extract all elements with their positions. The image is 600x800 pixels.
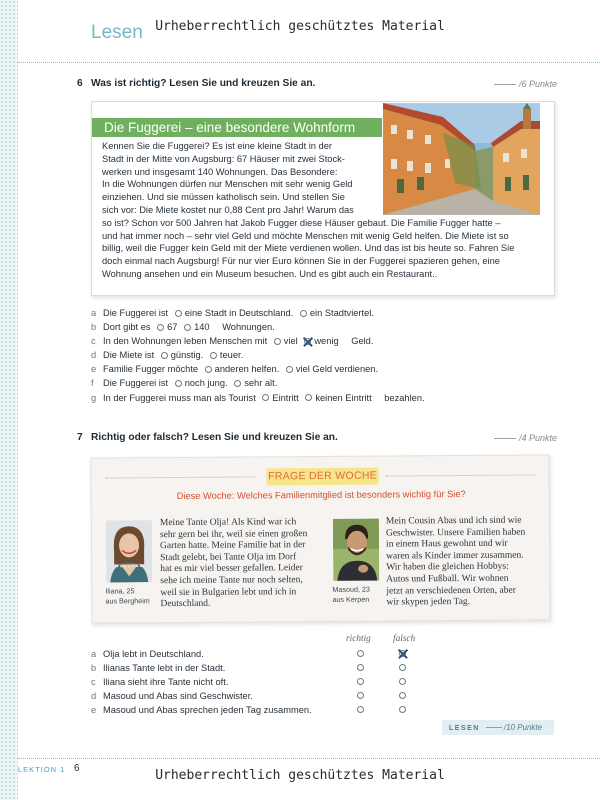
option-radio[interactable] <box>305 394 312 401</box>
statement-line: Autos und Fußball. Wir wohnen <box>386 573 509 585</box>
exercise-7-statements <box>91 647 421 717</box>
points-blank[interactable] <box>494 438 516 439</box>
caption-line: aus Kerpen <box>332 594 370 604</box>
statement-line: Deutschland. <box>160 598 211 610</box>
richtig-radio[interactable] <box>357 678 364 685</box>
exercise-7-heading <box>77 432 338 443</box>
option-radio-checked[interactable] <box>304 338 311 345</box>
falsch-radio-checked[interactable] <box>399 650 406 657</box>
option-radio[interactable] <box>262 394 269 401</box>
question-stem: Die Miete ist <box>103 350 155 361</box>
tf-row <box>91 675 421 689</box>
statement-line: Stadt gelebt, bei Tante Olja im Dorf <box>160 551 297 563</box>
option-label: keinen Eintritt <box>315 392 372 403</box>
article-line: werken und insgesamt 140 Wohnungen. Das Besondere: <box>102 166 338 177</box>
option-radio[interactable] <box>205 366 212 373</box>
option-label: Eintritt <box>272 392 299 403</box>
statement-line: wir skypen jeden Tag. <box>386 597 471 608</box>
statement-line: Garten hatte. Meine Familie hat in der <box>160 540 306 552</box>
tf-row <box>91 703 421 717</box>
masoud-photo <box>333 519 379 581</box>
bottom-divider <box>18 758 600 759</box>
statement-line: sehe ich meine Tante nur noch selten, <box>160 575 303 587</box>
option-radio[interactable] <box>274 338 281 345</box>
question-stem: Familie Fugger möchte <box>103 364 199 375</box>
article-line: Kennen Sie die Fuggerei? Es ist eine kleine Stadt in der <box>102 141 332 151</box>
top-divider <box>18 62 600 63</box>
article-line: und hat immer noch – sehr viel Geld und möchte Menschen mit wenig Geld helfen. Die Miete ist so <box>102 230 509 241</box>
score-points: /10 Punkte <box>503 723 543 732</box>
question-stem: In den Wohnungen leben Menschen mit <box>103 336 268 347</box>
question-tail: bezahlen. <box>384 392 425 403</box>
tf-text: Iliana sieht ihre Tante nicht oft. <box>103 677 229 688</box>
points-label: /4 Punkte <box>519 433 558 443</box>
masoud-caption <box>332 585 370 605</box>
exercise-6-heading <box>77 78 315 89</box>
option-label: eine Stadt in Deutschland. <box>184 308 294 318</box>
option-label: 140 <box>194 322 210 333</box>
option-label: anderen helfen. <box>214 364 280 375</box>
exercise-7-number: 7 <box>77 432 83 443</box>
article-line: einziehen. Und sie müssen katholisch sein. Und stellen Sie <box>102 192 345 203</box>
statement-line: sehr gern bei ihr, weil sie einen großen <box>159 528 308 540</box>
richtig-radio[interactable] <box>357 692 364 699</box>
masoud-statement <box>386 516 526 610</box>
exercise-7-instruction: Richtig oder falsch? Lesen Sie und kreuzen Sie an. <box>91 432 338 443</box>
richtig-radio[interactable] <box>357 650 364 657</box>
article-line: Stadt in der Mitte von Augsburg: 67 Häuser mit zwei Stock- <box>102 153 345 164</box>
statement-line: Mein Cousin Abas und ich sind wie <box>385 515 522 527</box>
question-of-week-card <box>90 454 550 623</box>
question-row <box>91 348 425 362</box>
question-stem: Die Fuggerei ist <box>103 378 169 389</box>
richtig-radio[interactable] <box>357 664 364 671</box>
statement-line: jetzt an verschiedenen Orten, aber <box>386 585 516 597</box>
watermark-top: Urheberrechtlich geschütztes Material <box>155 19 445 34</box>
page-edge-pattern <box>0 0 18 800</box>
question-row <box>91 362 425 376</box>
column-falsch: falsch <box>393 634 416 644</box>
article-line: billig, weil die Fugger kein Geld mit der Miete verdienen wollen. Und das ist bis heute so. Fahren Sie <box>102 243 515 254</box>
page-number: 6 <box>74 763 80 774</box>
statement-line: in einem Haus gewohnt und wir <box>386 538 508 550</box>
option-radio[interactable] <box>300 310 307 317</box>
question-label: b <box>91 322 97 333</box>
falsch-radio[interactable] <box>399 706 406 713</box>
statement-line: Wir haben die gleichen Hobbys: <box>386 562 509 573</box>
article-line: In die Wohnungen dürfen nur Menschen mit sehr wenig Geld <box>102 179 353 190</box>
caption-line: Iliana, 25 <box>105 586 135 596</box>
exercise-6-questions <box>91 306 425 405</box>
tf-label: c <box>91 677 96 688</box>
exercise-6-number: 6 <box>77 78 83 89</box>
score-blank[interactable] <box>486 727 502 728</box>
option-radio[interactable] <box>184 324 191 331</box>
option-label: teuer. <box>219 350 244 361</box>
statement-line: weil sie in Bulgarien lebt und ich in <box>160 586 297 598</box>
question-row <box>91 306 425 320</box>
question-label: c <box>91 336 96 347</box>
tf-text: Masoud und Abas sind Geschwister. <box>103 691 253 702</box>
question-label: e <box>91 364 97 375</box>
article-line: sich vor: Die Miete kostet nur 0,88 Cent pro Jahr! Warum das <box>102 204 354 215</box>
tf-row <box>91 647 421 661</box>
watermark-bottom: Urheberrechtlich geschütztes Material <box>155 768 445 783</box>
question-label: f <box>91 378 94 389</box>
option-label: viel <box>283 336 298 347</box>
exercise-7-points <box>494 433 557 443</box>
falsch-radio[interactable] <box>399 678 406 685</box>
tf-text: Masoud und Abas sprechen jeden Tag zusammen. <box>103 705 312 716</box>
option-label: ein Stadtviertel. <box>309 308 374 318</box>
statement-line: hat es mir viel besser gefallen. Leider <box>160 563 303 575</box>
statement-line: Meine Tante Olja! Als Kind war ich <box>159 517 297 529</box>
question-label: a <box>91 308 97 318</box>
article-line: doch einmal nach Augsburg! Für nur vier Euro können Sie in der Fuggerei spazieren gehen, eine <box>102 256 500 267</box>
article-title: Die Fuggerei – eine besondere Wohnform <box>92 118 382 137</box>
score-label: LESEN <box>449 725 480 732</box>
section-title: Lesen <box>91 22 143 43</box>
question-stem: Dort gibt es <box>103 322 151 333</box>
option-radio[interactable] <box>157 324 164 331</box>
tf-label: b <box>91 663 97 674</box>
question-label: d <box>91 350 97 361</box>
tf-label: a <box>91 649 97 659</box>
question-label: g <box>91 392 97 403</box>
iliana-photo <box>106 520 152 582</box>
column-richtig: richtig <box>346 634 371 644</box>
falsch-radio[interactable] <box>399 692 406 699</box>
option-label: viel Geld verdienen. <box>295 364 379 375</box>
tf-text: Olja lebt in Deutschland. <box>103 649 204 659</box>
statement-line: Geschwister. Unsere Familien haben <box>385 527 526 539</box>
richtig-radio[interactable] <box>357 706 364 713</box>
total-score-box <box>442 720 554 735</box>
article-line: Wohnung ansehen und ein Museum besuchen. Und es gibt auch ein Restaurant.. <box>102 268 438 279</box>
question-row <box>91 334 425 348</box>
card-question: Diese Woche: Welches Familienmitglied ist besonders wichtig für Sie? <box>176 488 466 502</box>
points-label: /6 Punkte <box>519 79 558 89</box>
article-line: so ist? Schon vor 500 Jahren hat Jakob Fugger diese Häuser gebaut. Die Familie Fugger hatte – <box>102 217 501 228</box>
option-radio[interactable] <box>286 366 293 373</box>
question-stem: In der Fuggerei muss man als Tourist <box>103 392 256 403</box>
question-tail: Geld. <box>351 336 374 347</box>
caption-line: Masoud, 23 <box>332 584 370 594</box>
exercise-6-points <box>494 79 557 89</box>
option-label: noch jung. <box>184 378 228 389</box>
option-radio[interactable] <box>175 380 182 387</box>
statement-line: waren als Kinder immer zusammen. <box>386 550 524 562</box>
falsch-radio[interactable] <box>399 664 406 671</box>
exercise-6-instruction: Was ist richtig? Lesen Sie und kreuzen Sie an. <box>91 78 316 89</box>
tf-label: e <box>91 705 97 716</box>
iliana-caption <box>105 586 149 606</box>
tf-label: d <box>91 691 97 702</box>
footer-lektion: LEKTION 1 <box>18 765 66 774</box>
question-row <box>91 320 425 334</box>
question-row <box>91 376 425 390</box>
fuggerei-street-photo <box>383 103 540 215</box>
iliana-statement <box>160 517 308 611</box>
option-radio[interactable] <box>234 380 241 387</box>
dotted-divider <box>106 476 256 478</box>
card-tag: FRAGE DER WOCHE <box>267 468 379 486</box>
dotted-divider <box>386 474 536 476</box>
option-radio[interactable] <box>161 352 168 359</box>
option-label: sehr alt. <box>244 378 278 389</box>
option-label: wenig <box>314 336 339 347</box>
points-blank[interactable] <box>494 84 516 85</box>
option-radio[interactable] <box>175 310 182 317</box>
tf-text: Ilianas Tante lebt in der Stadt. <box>103 663 226 674</box>
question-stem: Die Fuggerei ist <box>103 308 169 318</box>
caption-line: aus Bergheim <box>105 596 150 606</box>
tf-row <box>91 689 421 703</box>
option-radio[interactable] <box>210 352 217 359</box>
tf-row <box>91 661 421 675</box>
question-tail: Wohnungen. <box>222 322 275 333</box>
option-label: 67 <box>167 322 178 333</box>
question-row <box>91 391 425 405</box>
option-label: günstig. <box>170 350 204 361</box>
